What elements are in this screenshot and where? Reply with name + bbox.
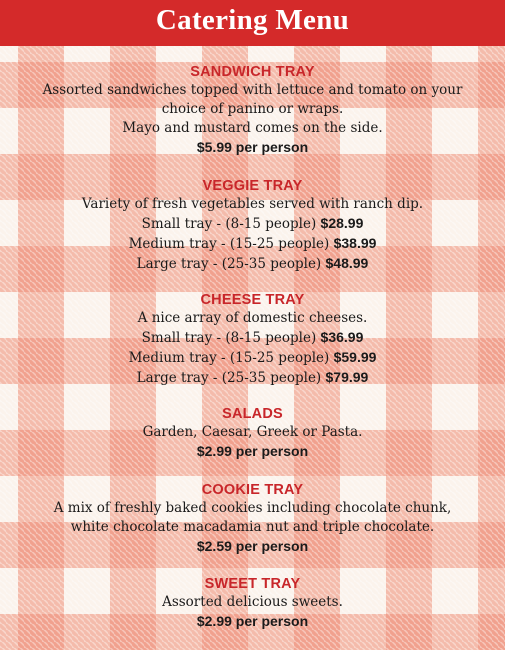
description-line: Mayo and mustard comes on the side. <box>122 120 383 136</box>
option-label: Large tray - (25-35 people) <box>136 256 322 272</box>
section-title: CHEESE TRAY <box>200 292 305 308</box>
price: $2.99 per person <box>196 443 309 459</box>
section-sandwich-tray <box>0 63 505 157</box>
price: $2.59 per person <box>196 538 309 554</box>
description-line: Variety of fresh vegetables served with ranch dip. <box>81 196 424 212</box>
option-price: $79.99 <box>325 369 369 385</box>
description-line: white chocolate macadamia nut and triple chocolate. <box>70 519 435 535</box>
tray-option-large <box>0 254 505 274</box>
option-label: Medium tray - (15-25 people) <box>128 236 330 252</box>
description-line: Assorted delicious sweets. <box>162 594 343 610</box>
option-price: $48.99 <box>325 255 369 271</box>
price: $5.99 per person <box>196 139 309 155</box>
option-price: $28.99 <box>320 215 364 231</box>
tray-option-medium <box>0 234 505 254</box>
option-label: Small tray - (8-15 people) <box>141 330 317 346</box>
page-title: Catering Menu <box>155 4 350 36</box>
description-line: choice of panino or wraps. <box>161 101 344 117</box>
section-title: SWEET TRAY <box>204 576 301 592</box>
option-price: $36.99 <box>320 329 364 345</box>
description-line: A mix of freshly baked cookies including chocolate chunk, <box>53 500 452 516</box>
price: $2.99 per person <box>196 613 309 629</box>
header-banner <box>0 0 505 46</box>
option-label: Medium tray - (15-25 people) <box>128 350 330 366</box>
option-label: Small tray - (8-15 people) <box>141 216 317 232</box>
option-label: Large tray - (25-35 people) <box>136 370 322 386</box>
description-line: A nice array of domestic cheeses. <box>137 310 368 326</box>
section-salads <box>0 405 505 461</box>
tray-option-large <box>0 368 505 388</box>
section-title: SALADS <box>222 406 283 422</box>
section-title: COOKIE TRAY <box>201 482 304 498</box>
tray-option-medium <box>0 348 505 368</box>
tray-option-small <box>0 214 505 234</box>
section-title: SANDWICH TRAY <box>190 64 315 80</box>
option-price: $59.99 <box>333 349 377 365</box>
tray-option-small <box>0 328 505 348</box>
section-veggie-tray <box>0 177 505 274</box>
section-sweet-tray <box>0 575 505 631</box>
option-price: $38.99 <box>333 235 377 251</box>
section-cookie-tray <box>0 481 505 556</box>
section-cheese-tray <box>0 291 505 388</box>
description-line: Assorted sandwiches topped with lettuce and tomato on your <box>42 82 463 98</box>
section-title: VEGGIE TRAY <box>202 178 303 194</box>
description-line: Garden, Caesar, Greek or Pasta. <box>142 424 363 440</box>
